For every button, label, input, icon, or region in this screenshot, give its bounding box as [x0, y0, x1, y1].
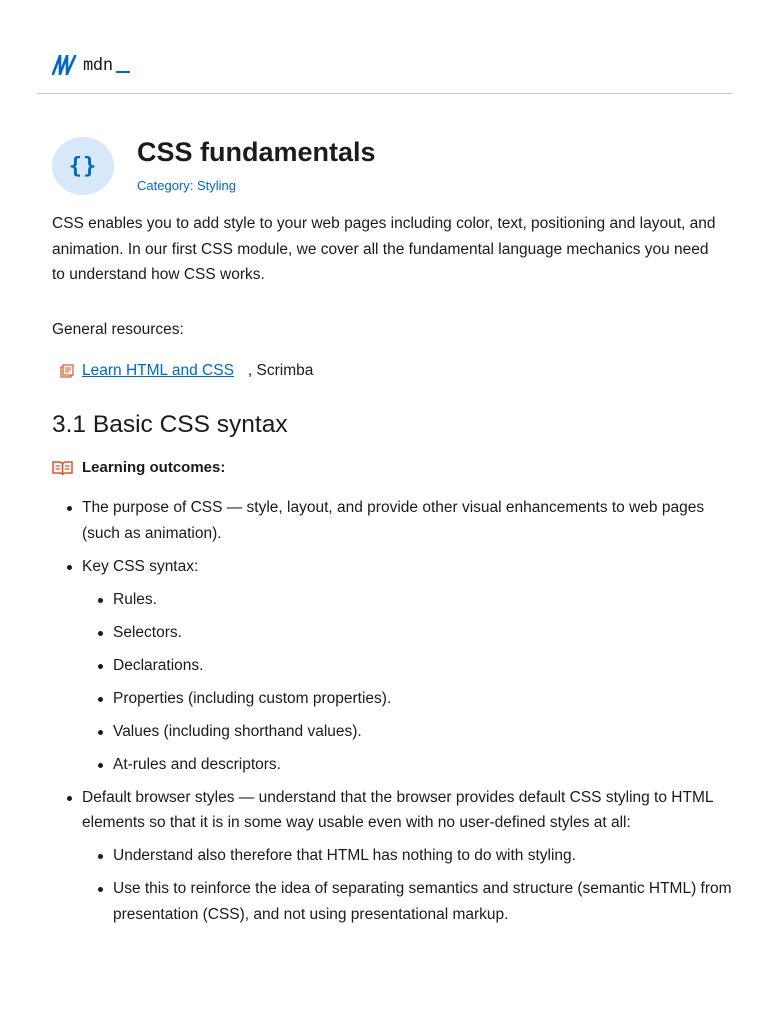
logo-text: mdn: [83, 55, 113, 75]
mdn-logo[interactable]: [52, 52, 130, 78]
css-braces-icon: [52, 137, 114, 195]
site-header: [36, 0, 733, 94]
css-braces-glyph: {}: [68, 153, 98, 179]
sub-list-item: Selectors.: [113, 620, 746, 646]
list-item-text: The purpose of CSS — style, layout, and provide other visual enhancements to web pages (such as animation).: [82, 499, 705, 542]
sub-list-item: Values (including shorthand values).: [113, 719, 746, 745]
sub-list-item: Properties (including custom properties).: [113, 686, 746, 712]
sub-list-item: Understand also therefore that HTML has nothing to do with styling.: [113, 843, 746, 869]
title-block: [52, 137, 716, 197]
learning-outcomes-label: Learning outcomes:: [82, 459, 226, 476]
sub-list-item: Rules.: [113, 587, 746, 613]
outcomes-list: [52, 495, 746, 935]
category-link[interactable]: Category: Styling: [137, 178, 236, 193]
sub-list-item: Use this to reinforce the idea of separating semantics and structure (semantic HTML) from presentation (CSS), and not using presentational markup.: [113, 876, 746, 927]
page-title: CSS fundamentals: [137, 137, 376, 167]
learning-outcomes-heading: [52, 455, 225, 480]
logo-underscore: [116, 71, 130, 73]
learn-html-css-link[interactable]: Learn HTML and CSS: [82, 361, 234, 379]
section-title: 3.1 Basic CSS syntax: [52, 411, 288, 438]
intro-paragraph: CSS enables you to add style to your web pages including color, text, positioning and layout, and animation. In our first CSS module, we cover all the fundamental language mechanics you need to understand how CSS works.: [52, 215, 716, 283]
general-resources-label: General resources:: [52, 321, 184, 338]
sub-list: [82, 843, 746, 927]
sub-list-item: At-rules and descriptors.: [113, 752, 746, 778]
scrimba-icon: [60, 364, 74, 378]
list-item: [82, 785, 746, 928]
list-item-text: Default browser styles — understand that the browser provides default CSS styling to HTML elements so that it is in some way usable even with no user-defined styles at all:: [82, 788, 713, 831]
book-icon: [52, 460, 73, 476]
list-item: [82, 495, 746, 546]
resource-item: [60, 358, 313, 383]
mdn-m-logo-icon: [52, 55, 78, 75]
list-item-text: Key CSS syntax:: [82, 557, 199, 575]
list-item: [82, 554, 746, 778]
resource-provider: , Scrimba: [247, 361, 314, 379]
sub-list-item: Declarations.: [113, 653, 746, 679]
sub-list: [82, 587, 746, 778]
